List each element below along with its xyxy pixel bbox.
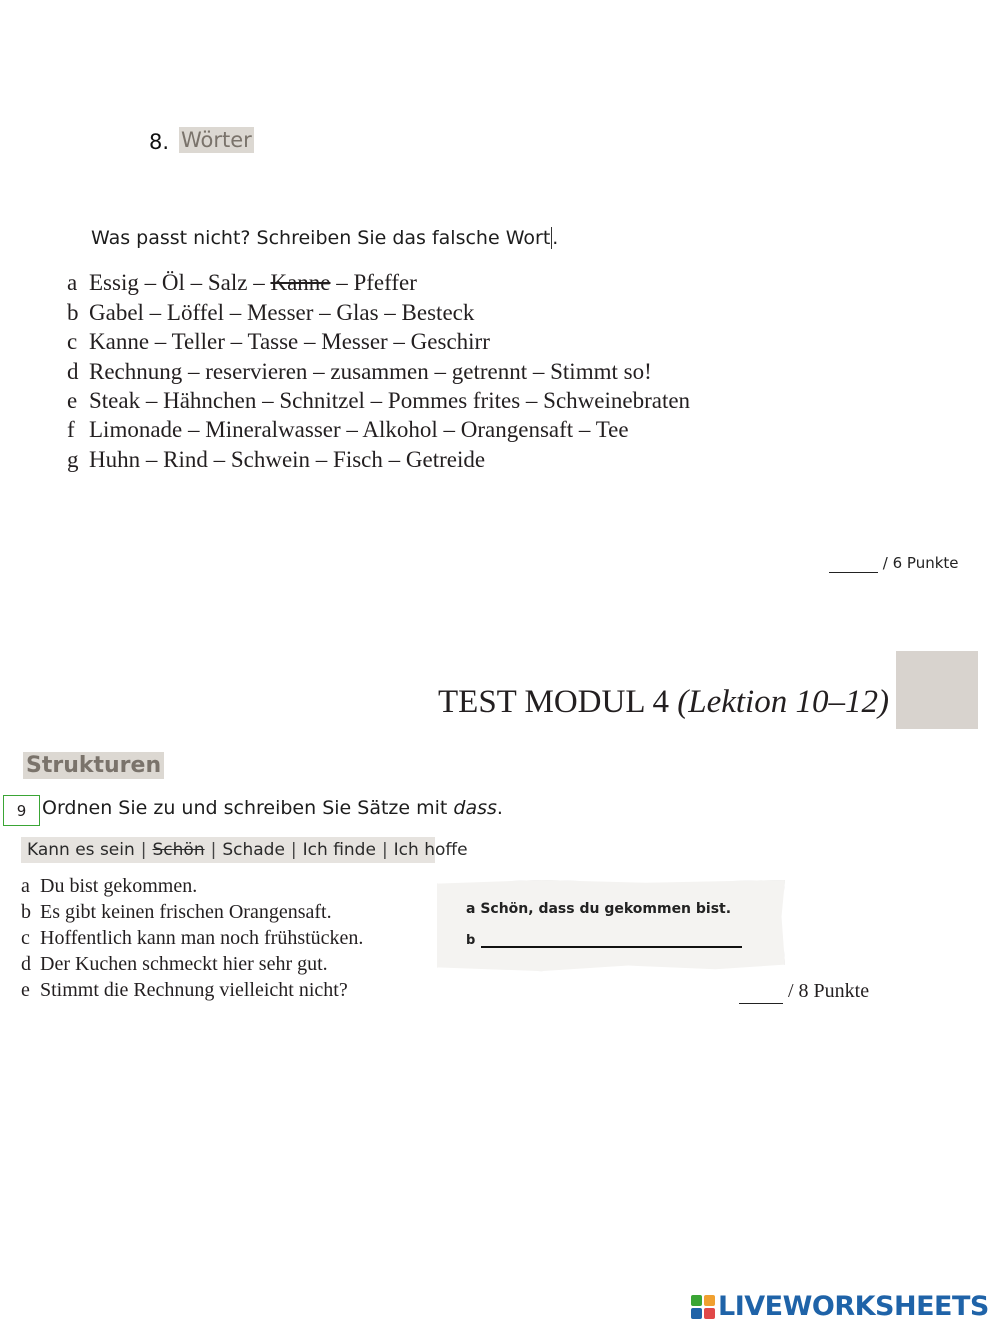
answer-card [437,880,785,972]
exercise-item [67,270,417,296]
answer-input-line[interactable] [481,946,742,948]
exercise-item [21,875,197,898]
struck-word: Kanne [270,270,331,295]
item-letter: c [21,927,30,949]
exercise-item [21,927,363,950]
exercise-item [67,388,690,414]
item-letter: c [67,329,78,354]
decorative-box [896,651,978,729]
test-title-lesson: (Lektion 10–12) [677,684,889,720]
item-letter: d [21,953,31,975]
item-letter: g [67,447,79,472]
score-input-blank[interactable] [829,554,878,573]
item-text: Essig – Öl – Salz – [89,270,271,295]
exercise-item [67,447,485,473]
item-letter: e [67,388,78,413]
item-letter: b [21,901,31,923]
exercise-item [21,953,328,976]
liveworksheets-logo [691,1291,989,1322]
score-field [739,980,869,1004]
item-letter: b [67,300,79,325]
item-text: Kanne – Teller – Tasse – Messer – Geschirr [89,329,490,354]
wordbank-item: Ich finde [302,840,376,860]
wordbank-item: Ich hoffe [393,840,468,860]
item-text: Huhn – Rind – Schwein – Fisch – Getreide [89,447,486,472]
exercise-instruction [42,797,503,819]
item-letter: f [67,417,75,442]
instruction-period: . [552,227,559,249]
word-bank: Kann es sein | Schön | Schade | Ich finde | Ich hoffe [21,837,435,863]
section-title: Wörter [181,128,252,152]
item-letter: a [21,875,30,897]
exercise-item [21,979,348,1002]
score-label: / 6 Punkte [882,554,959,572]
item-text: Steak – Hähnchen – Schnitzel – Pommes frites – Schweinebraten [89,388,691,413]
score-field [829,554,959,573]
item-letter: a [67,270,78,295]
instruction-period: . [496,797,503,819]
exercise-instruction [91,227,558,249]
item-text: Rechnung – reservieren – zusammen – getrennt – Stimmt so! [89,359,652,384]
test-title-main: TEST MODUL 4 [438,684,678,720]
instruction-text: Was passt nicht? Schreiben Sie das falsche Wort [91,227,551,249]
logo-text: LIVEWORKSHEETS [718,1291,989,1322]
exercise-item [67,300,474,326]
exercise-item [67,359,652,385]
score-label: / 8 Punkte [788,980,870,1002]
exercise-item [21,901,332,924]
exercise-number-box [3,795,40,826]
item-text: Limonade – Mineralwasser – Alkohol – Orangensaft – Tee [89,417,629,442]
category-heading: Strukturen [23,752,164,779]
logo-icon [691,1295,715,1319]
item-text-end: – Pfeffer [330,270,417,295]
exercise-number: 9 [16,801,27,820]
instruction-text: Ordnen Sie zu und schreiben Sie Sätze mit [42,797,454,819]
item-text: Du bist gekommen. [40,875,198,897]
example-answer: a Schön, dass du gekommen bist. [466,901,732,917]
item-text: Es gibt keinen frischen Orangensaft. [40,901,332,923]
item-text: Gabel – Löffel – Messer – Glas – Besteck [89,300,475,325]
answer-label: b [466,933,476,948]
wordbank-item-used: Schön [152,840,205,860]
test-title [438,684,889,721]
exercise-item [67,329,490,355]
instruction-emphasis: dass [453,797,497,819]
section-number: 8. [149,130,170,154]
score-input-blank[interactable] [739,980,783,1004]
item-text: Stimmt die Rechnung vielleicht nicht? [40,979,348,1001]
item-letter: d [67,359,79,384]
item-text: Der Kuchen schmeckt hier sehr gut. [40,953,328,975]
exercise-item [67,417,629,443]
item-text: Hoffentlich kann man noch frühstücken. [40,927,364,949]
item-letter: e [21,979,30,1001]
wordbank-item: Kann es sein [27,840,135,860]
wordbank-item: Schade [222,840,285,860]
